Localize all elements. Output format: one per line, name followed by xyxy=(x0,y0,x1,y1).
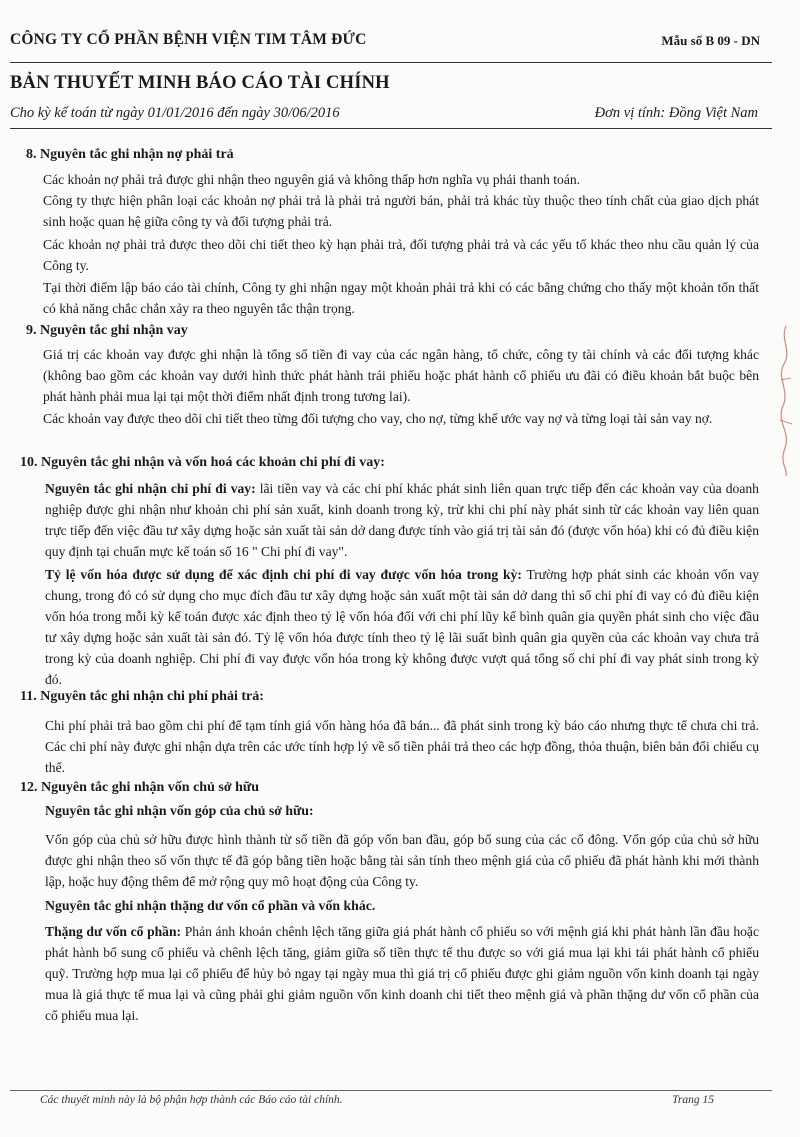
section-10-para-1 xyxy=(45,478,759,562)
section-10-para-1-text: lãi tiền vay và các chi phí khác phát sinh liên quan trực tiếp đến các khoản vay của doanh nghiệp được ghi nhận như khoản chi phí sản xuất, kinh doanh trong kỳ, trừ khi chi phí này phát sinh từ các khoản vay liên quan trực tiếp đến việc đầu tư xây dựng hoặc sản xuất tài sản dở dang được tính vào giá trị tài sản đó (được vốn hóa) khi có đủ điều kiện quy định tại chuẩn mực kế toán số 16 " Chi phí đi vay". xyxy=(45,481,759,559)
section-8-title: 8. Nguyên tắc ghi nhận nợ phải trả xyxy=(26,147,234,162)
document-title: BẢN THUYẾT MINH BÁO CÁO TÀI CHÍNH xyxy=(10,73,390,93)
section-10-para-1-lead: Nguyên tắc ghi nhận chi phí đi vay: xyxy=(45,481,256,496)
section-12-subtitle-1: Nguyên tắc ghi nhận vốn góp của chủ sở hữu: xyxy=(45,803,314,818)
margin-handwriting-mark xyxy=(774,320,798,480)
section-9-para-1: Giá trị các khoản vay được ghi nhận là tổng số tiền đi vay của các ngân hàng, tổ chức, công ty tài chính và các đối tượng khác (không bao gồm các khoản vay dưới hình thức phát hành trái phiếu hoặc phát hành cổ phiếu ưu đãi có điều khoản bắt buộc bên phát hành phải mua lại tại một thời điểm nhất định trong tương lai). xyxy=(43,347,759,404)
subheader-divider xyxy=(10,128,772,129)
section-10-para-2-lead: Tỷ lệ vốn hóa được sử dụng để xác định chi phí đi vay được vốn hóa trong kỳ: xyxy=(45,567,522,582)
section-11-title: 11. Nguyên tắc ghi nhận chi phí phải trả: xyxy=(20,689,264,704)
section-12-para-2-text: Phản ánh khoản chênh lệch tăng giữa giá phát hành cổ phiếu so với mệnh giá khi phát hành lần đầu hoặc phát hành bổ sung cổ phiếu và chênh lệch tăng, giảm giữa số tiền thực tế thu được so với giá mua lại khi tái phát hành cổ phiếu quỹ. Trường hợp mua lại cổ phiếu để hủy bỏ ngay tại ngày mua thì giá trị cổ phiếu được ghi giảm nguồn vốn kinh doanh tại ngày mua là giá thực tế mua lại và cũng phải ghi giảm nguồn vốn kinh doanh chi tiết theo mệnh giá và phần thặng dư vốn cổ phần của cổ phiếu mua lại. xyxy=(45,924,759,1023)
section-8-para-3: Các khoản nợ phải trả được theo dõi chi tiết theo kỳ hạn phải trả, đối tượng phải trả và các yếu tố khác theo nhu cầu quản lý của Công ty. xyxy=(43,237,759,273)
section-11-para-1: Chi phí phải trả bao gồm chi phí để tạm tính giá vốn hàng hóa đã bán... đã phát sinh trong kỳ báo cáo nhưng thực tế chưa chi trả. Các chi phí này được ghi nhận dựa trên các ước tính hợp lý về số tiền phải trả theo các hợp đồng, thỏa thuận, biên bản đối chiếu cụ thể. xyxy=(45,718,759,775)
company-name: CÔNG TY CỔ PHẦN BỆNH VIỆN TIM TÂM ĐỨC xyxy=(10,31,367,48)
section-12-para-2 xyxy=(45,921,759,1026)
page-number: Trang 15 xyxy=(672,1094,714,1106)
section-12-title: 12. Nguyên tắc ghi nhận vốn chủ sở hữu xyxy=(20,780,260,795)
currency-unit: Đơn vị tính: Đồng Việt Nam xyxy=(594,105,758,121)
section-10-para-2 xyxy=(45,564,759,690)
section-8-para-4: Tại thời điểm lập báo cáo tài chính, Công ty ghi nhận ngay một khoản phải trả khi có các bằng chứng cho thấy một khoản tổn thất có khả năng chắc chắn xảy ra theo nguyên tắc thận trọng. xyxy=(43,280,759,316)
section-12-para-2-lead: Thặng dư vốn cổ phần: xyxy=(45,924,182,939)
header-divider xyxy=(10,62,772,63)
section-9-para-2: Các khoản vay được theo dõi chi tiết theo từng đối tượng cho vay, cho nợ, từng khế ước vay nợ và từng loại tài sản vay nợ. xyxy=(43,411,713,426)
section-8-para-1: Các khoản nợ phải trả được ghi nhận theo nguyên giá và không thấp hơn nghĩa vụ phải thanh toán. xyxy=(43,172,581,187)
section-9-title: 9. Nguyên tắc ghi nhận vay xyxy=(26,323,188,338)
form-code: Mẫu số B 09 - DN xyxy=(661,33,760,48)
section-10-title: 10. Nguyên tắc ghi nhận và vốn hoá các khoản chi phí đi vay: xyxy=(20,455,385,470)
footer-divider xyxy=(10,1090,772,1091)
footer-note: Các thuyết minh này là bộ phận hợp thành các Báo cáo tài chính. xyxy=(40,1094,343,1106)
section-10-para-2-text: Trường hợp phát sinh các khoản vốn vay chung, trong đó có sử dụng cho mục đích đầu tư xây dựng hoặc sản xuất một tài sản dở dang thì số chi phí đi vay có đủ điều kiện vốn hóa trong mỗi kỳ kế toán được xác định theo tỷ lệ vốn hóa đối với chi phí lũy kế bình quân gia quyền phát sinh cho việc đầu tư xây dựng hoặc sản xuất tài sản đó. Tỷ lệ vốn hóa được tính theo tỷ lệ lãi suất bình quân gia quyền của các khoản vay chưa trả trong kỳ của doanh nghiệp. Chi phí đi vay được vốn hóa trong kỳ không được vượt quá tổng số chi phí đi vay phát sinh trong kỳ đó. xyxy=(45,567,759,687)
section-12-subtitle-2: Nguyên tắc ghi nhận thặng dư vốn cổ phần và vốn khác. xyxy=(45,898,376,913)
section-12-para-1: Vốn góp của chủ sở hữu được hình thành từ số tiền đã góp vốn ban đầu, góp bổ sung của các cổ đông. Vốn góp của chủ sở hữu được ghi nhận theo số vốn thực tế đã góp bằng tiền hoặc bằng tài sản tính theo mệnh giá của cổ phiếu đã phát hành khi mới thành lập, hoặc huy động thêm để mở rộng quy mô hoạt động của Công ty. xyxy=(45,832,759,889)
section-8-para-2: Công ty thực hiện phân loại các khoản nợ phải trả là phải trả người bán, phải trả khác tùy thuộc theo tính chất của giao dịch phát sinh hoặc quan hệ giữa công ty và đối tượng phải trả. xyxy=(43,193,759,229)
reporting-period: Cho kỳ kế toán từ ngày 01/01/2016 đến ngày 30/06/2016 xyxy=(10,105,340,121)
